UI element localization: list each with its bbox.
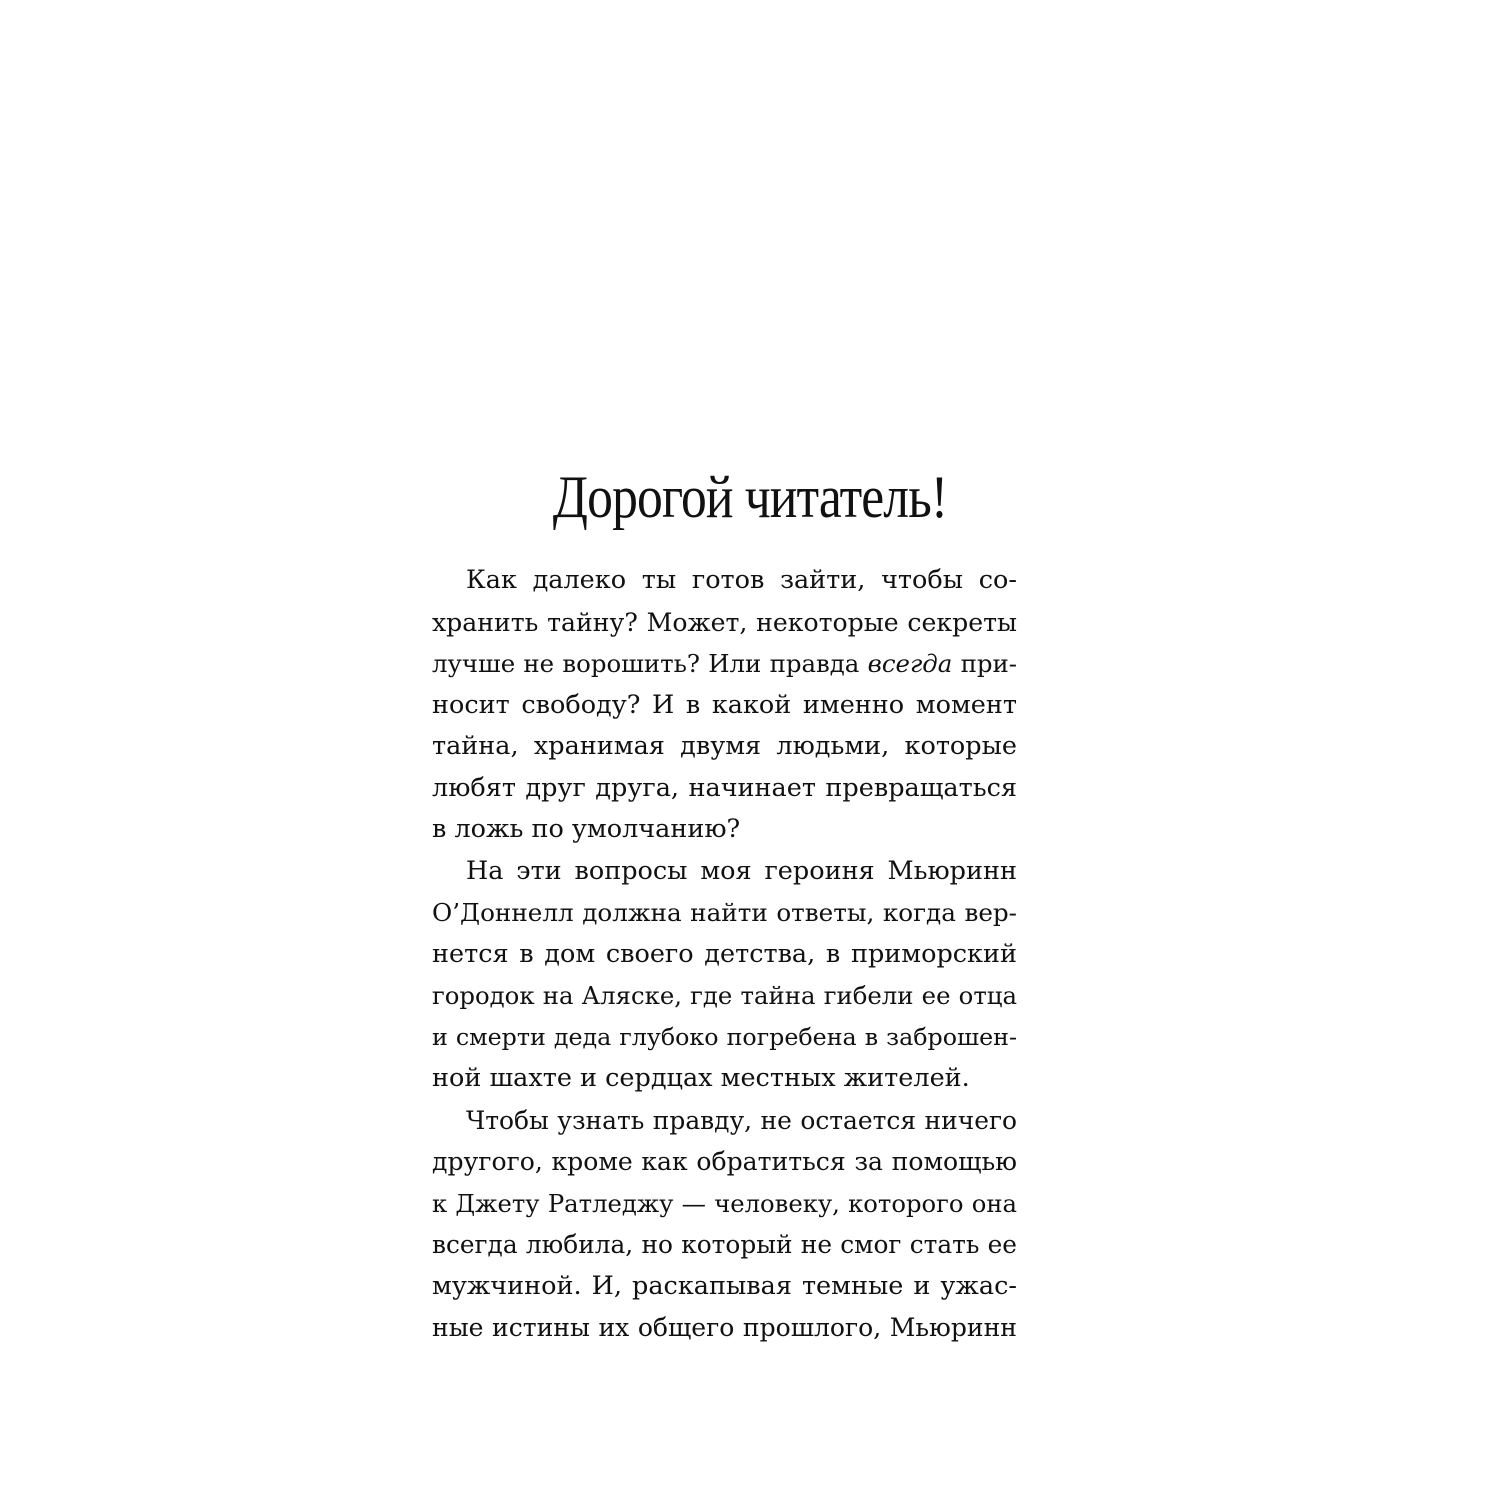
text-line: городок на Аляске, где тайна гибели ее отца [432, 981, 1017, 1010]
text-line [432, 643, 1017, 685]
text-segment: лучше не ворошить? Или правда [432, 649, 868, 678]
text-line: нется в дом своего детства, в приморский [432, 938, 1017, 969]
text-line: в ложь по умолчанию? [432, 814, 741, 844]
text-line: хранить тайну? Может, некоторые секреты [432, 607, 1017, 637]
text-line: всегда любила, но который не смог стать ее [432, 1230, 1017, 1259]
text-line: носит свободу? И в какой именно момент [432, 689, 1017, 720]
text-line: мужчиной. И, раскапывая темные и ужас- [432, 1270, 1017, 1301]
text-line: другого, кроме как обратиться за помощью [432, 1147, 1017, 1176]
text-line: ной шахте и сердцах местных жителей. [432, 1063, 970, 1093]
text-line: Чтобы узнать правду, не остается ничего [466, 1105, 1017, 1135]
body-text [432, 560, 1017, 1349]
text-line: тайна, хранимая двумя людьми, которые [432, 731, 1017, 761]
text-line: к Джету Ратледжу — человеку, которого она [432, 1188, 1017, 1218]
text-segment: при- [952, 649, 1017, 678]
text-line: и смерти деда глубоко погребена в заброшен- [432, 1022, 1017, 1051]
text-line: любят друг друга, начинает превращаться [432, 772, 1017, 803]
text-line: На эти вопросы моя героиня Мьюринн [466, 855, 1017, 886]
italic-word: всегда [867, 649, 953, 678]
text-line: ные истины их общего прошлого, Мьюринн [432, 1313, 1017, 1342]
text-line: Как далеко ты готов зайти, чтобы со- [466, 565, 1017, 595]
page-title: Дорогой читатель! [552, 464, 948, 530]
text-line: О’Доннелл должна найти ответы, когда вер- [432, 898, 1017, 927]
